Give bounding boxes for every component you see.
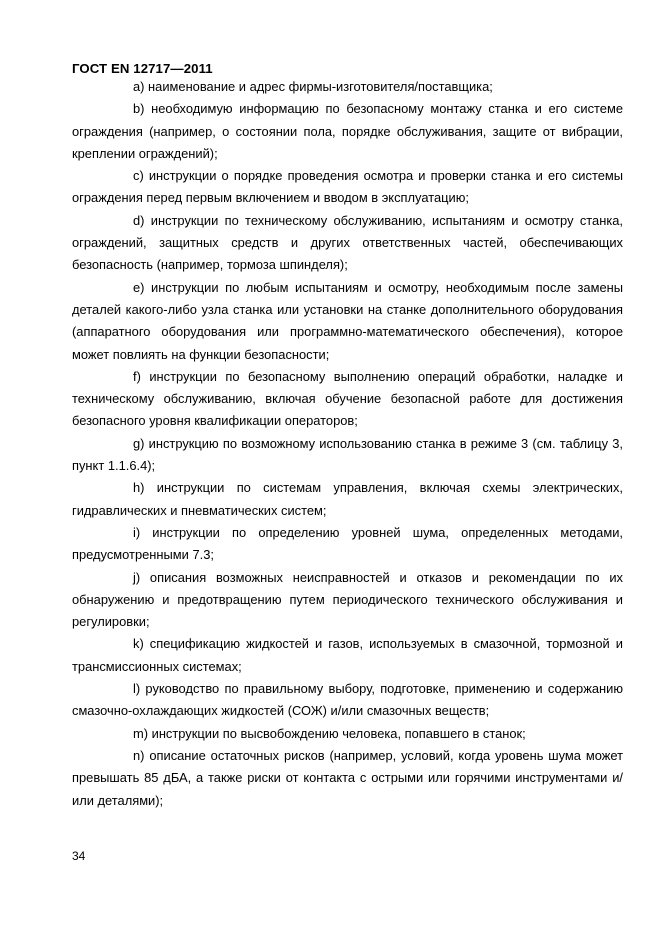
list-item-n: n) описание остаточных рисков (например, условий, когда уровень шума может превышать 85 дБА, а также риски от контакта с острыми или горячими инструментами и/или деталями);: [72, 747, 623, 808]
page-number: 34: [72, 849, 86, 863]
list-item-d: d) инструкции по техническому обслуживанию, испытаниям и осмотру станка, ограждений, защитных средств и других ответственных частей, обеспечивающих безопасность (например, тормоза шпинделя);: [72, 212, 623, 273]
list-item-a: a) наименование и адрес фирмы-изготовителя/поставщика;: [133, 79, 493, 94]
list-item-b: b) необходимую информацию по безопасному монтажу станка и его системе ограждения (например, о состоянии пола, порядке обслуживания, защите от вибрации, креплении ограждений);: [72, 101, 623, 161]
document-body: [72, 76, 623, 812]
list-item-e: e) инструкции по любым испытаниям и осмотру, необходимым после замены деталей какого-либо узла станка или установки на станке дополнительного оборудования (аппаратного оборудования или программно-математического обеспечения), которое может повлиять на функции безопасности;: [72, 279, 623, 362]
document-header: ГОСТ EN 12717—2011: [72, 61, 213, 76]
list-item-i: i) инструкции по определению уровней шума, определенных методами, предусмотренными 7.3;: [72, 524, 623, 563]
list-item-g: g) инструкцию по возможному использованию станка в режиме 3 (см. таблицу 3, пункт 1.1.6.4);: [72, 435, 623, 474]
list-item-c: c) инструкции о порядке проведения осмотра и проверки станка и его системы ограждения перед первым включением и вводом в эксплуатацию;: [72, 168, 623, 206]
list-item-f: f) инструкции по безопасному выполнению операций обработки, наладке и техническому обслуживанию, включая обучение безопасной работе для достижения безопасного уровня квалификации операторов;: [72, 368, 623, 429]
list-item-l: l) руководство по правильному выбору, подготовке, применению и содержанию смазочно-охлаждающих жидкостей (СОЖ) и/или смазочных веществ;: [72, 681, 623, 719]
list-item-h: h) инструкции по системам управления, включая схемы электрических, гидравлических и пневматических систем;: [72, 480, 623, 518]
list-item-j: j) описания возможных неисправностей и отказов и рекомендации по их обнаружению и предотвращению путем периодического технического обслуживания и регулировки;: [72, 569, 623, 630]
list-item-m: m) инструкции по высвобождению человека, попавшего в станок;: [133, 725, 526, 741]
list-item-k: k) спецификацию жидкостей и газов, используемых в смазочной, тормозной и трансмиссионных системах;: [72, 636, 623, 674]
